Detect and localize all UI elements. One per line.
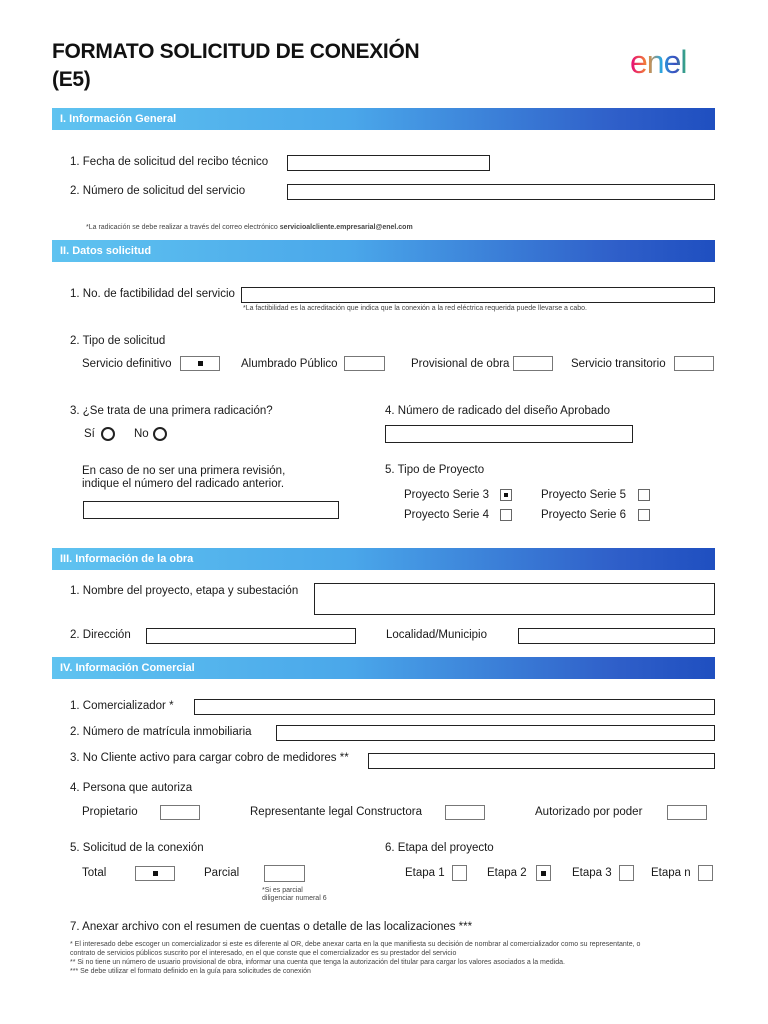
solicitud-conexion-label: 5. Solicitud de la conexión — [70, 842, 204, 854]
parcial-checkbox[interactable] — [264, 865, 305, 882]
radicado-anterior-line2: indique el número del radicado anterior. — [82, 478, 285, 490]
total-label: Total — [82, 867, 107, 879]
alumbrado-publico-checkbox[interactable] — [344, 356, 385, 371]
representante-legal-label: Representante legal Constructora — [250, 806, 422, 818]
proyecto-serie-4-label: Proyecto Serie 4 — [404, 509, 490, 521]
section-obra-heading: III. Información de la obra — [52, 548, 715, 570]
comercializador-label: 1. Comercializador * — [70, 700, 174, 712]
direccion-input[interactable] — [146, 628, 356, 644]
matricula-label: 2. Número de matrícula inmobiliaria — [70, 726, 252, 738]
si-radio[interactable] — [101, 427, 115, 441]
nombre-proyecto-input[interactable] — [314, 583, 715, 615]
si-label: Sí — [84, 428, 95, 440]
radicacion-email: servicioalcliente.empresarial@enel.com — [279, 224, 413, 231]
factibilidad-input[interactable] — [241, 287, 715, 303]
parcial-note-line1: *Si es parcial — [262, 887, 303, 894]
persona-autoriza-label: 4. Persona que autoriza — [70, 782, 193, 794]
tipo-solicitud-label: 2. Tipo de solicitud — [70, 335, 166, 347]
etapa-2-checkbox[interactable] — [536, 865, 551, 881]
proyecto-serie-3-label: Proyecto Serie 3 — [404, 489, 490, 501]
representante-legal-checkbox[interactable] — [445, 805, 485, 820]
radicacion-note — [86, 223, 413, 232]
propietario-checkbox[interactable] — [160, 805, 200, 820]
footnote-1: * El interesado debe escoger un comercializador si este es diferente al OR, debe anexar carta en la que manifiesta su decisión de nombrar al comercializador como su representante, o — [70, 941, 641, 948]
provisional-obra-label: Provisional de obra — [411, 358, 510, 370]
cliente-activo-input[interactable] — [368, 753, 715, 769]
footnote-2: ** Si no tiene un número de usuario provisional de obra, informar una cuenta que tenga la autorización del titular para cargar los valores asociados a la medida. — [70, 959, 565, 966]
servicio-definitivo-checkbox[interactable] — [180, 356, 220, 371]
etapa-1-checkbox[interactable] — [452, 865, 467, 881]
parcial-label: Parcial — [204, 867, 240, 879]
factibilidad-label: 1. No. de factibilidad del servicio — [70, 288, 235, 300]
matricula-input[interactable] — [276, 725, 715, 741]
etapa-3-label: Etapa 3 — [572, 867, 612, 879]
nombre-proyecto-label: 1. Nombre del proyecto, etapa y subestación — [70, 585, 299, 597]
propietario-label: Propietario — [82, 806, 138, 818]
etapa-proyecto-label: 6. Etapa del proyecto — [385, 842, 494, 854]
etapa-n-checkbox[interactable] — [698, 865, 713, 881]
form-title-line2: (E5) — [52, 68, 91, 91]
servicio-transitorio-checkbox[interactable] — [674, 356, 714, 371]
autorizado-poder-label: Autorizado por poder — [535, 806, 643, 818]
diseno-aprobado-label: 4. Número de radicado del diseño Aprobado — [385, 405, 611, 417]
form-title-line1: FORMATO SOLICITUD DE CONEXIÓN — [52, 40, 420, 63]
alumbrado-publico-label: Alumbrado Público — [241, 358, 338, 370]
radicacion-note-text: *La radicación se debe realizar a través del correo electrónico — [86, 224, 280, 231]
section-datos-heading: II. Datos solicitud — [52, 240, 715, 262]
proyecto-serie-6-checkbox[interactable] — [638, 509, 650, 521]
fecha-solicitud-input[interactable] — [287, 155, 490, 171]
fecha-solicitud-label: 1. Fecha de solicitud del recibo técnico — [70, 156, 269, 168]
comercializador-input[interactable] — [194, 699, 715, 715]
parcial-note-line2: diligenciar numeral 6 — [262, 895, 327, 902]
etapa-n-label: Etapa n — [651, 867, 691, 879]
numero-solicitud-label: 2. Número de solicitud del servicio — [70, 185, 246, 197]
tipo-proyecto-label: 5. Tipo de Proyecto — [385, 464, 485, 476]
servicio-definitivo-label: Servicio definitivo — [82, 358, 172, 370]
provisional-obra-checkbox[interactable] — [513, 356, 553, 371]
proyecto-serie-4-checkbox[interactable] — [500, 509, 512, 521]
localidad-label: Localidad/Municipio — [386, 629, 488, 641]
etapa-2-label: Etapa 2 — [487, 867, 527, 879]
proyecto-serie-3-checkbox[interactable] — [500, 489, 512, 501]
proyecto-serie-5-checkbox[interactable] — [638, 489, 650, 501]
etapa-3-checkbox[interactable] — [619, 865, 634, 881]
autorizado-poder-checkbox[interactable] — [667, 805, 707, 820]
direccion-label: 2. Dirección — [70, 629, 131, 641]
enel-logo-text: enel — [630, 44, 687, 80]
etapa-1-label: Etapa 1 — [405, 867, 445, 879]
form-title — [52, 38, 419, 94]
total-checkbox[interactable] — [135, 866, 175, 881]
cliente-activo-label: 3. No Cliente activo para cargar cobro de medidores ** — [70, 752, 349, 764]
factibilidad-note: *La factibilidad es la acreditación que indica que la conexión a la red eléctrica requerida puede llevarse a cabo. — [243, 305, 587, 312]
enel-logo — [630, 44, 720, 80]
diseno-aprobado-input[interactable] — [385, 425, 633, 443]
numero-solicitud-input[interactable] — [287, 184, 715, 200]
section-comercial-heading: IV. Información Comercial — [52, 657, 715, 679]
servicio-transitorio-label: Servicio transitorio — [571, 358, 666, 370]
footnote-3: *** Se debe utilizar el formato definido en la guía para solicitudes de conexión — [70, 968, 311, 975]
anexar-archivo-label: 7. Anexar archivo con el resumen de cuentas o detalle de las localizaciones *** — [70, 921, 473, 933]
radicado-anterior-line1: En caso de no ser una primera revisión, — [82, 465, 286, 477]
radicado-anterior-input[interactable] — [83, 501, 339, 519]
footnote-1-cont: contrato de servicios públicos suscrito por el interesado, en el que conste que el comercializador es su prestador del servicio — [70, 950, 457, 957]
proyecto-serie-5-label: Proyecto Serie 5 — [541, 489, 627, 501]
section-general-heading: I. Información General — [52, 108, 715, 130]
localidad-input[interactable] — [518, 628, 715, 644]
primera-radicacion-label: 3. ¿Se trata de una primera radicación? — [70, 405, 273, 417]
no-label: No — [134, 428, 149, 440]
no-radio[interactable] — [153, 427, 167, 441]
proyecto-serie-6-label: Proyecto Serie 6 — [541, 509, 627, 521]
